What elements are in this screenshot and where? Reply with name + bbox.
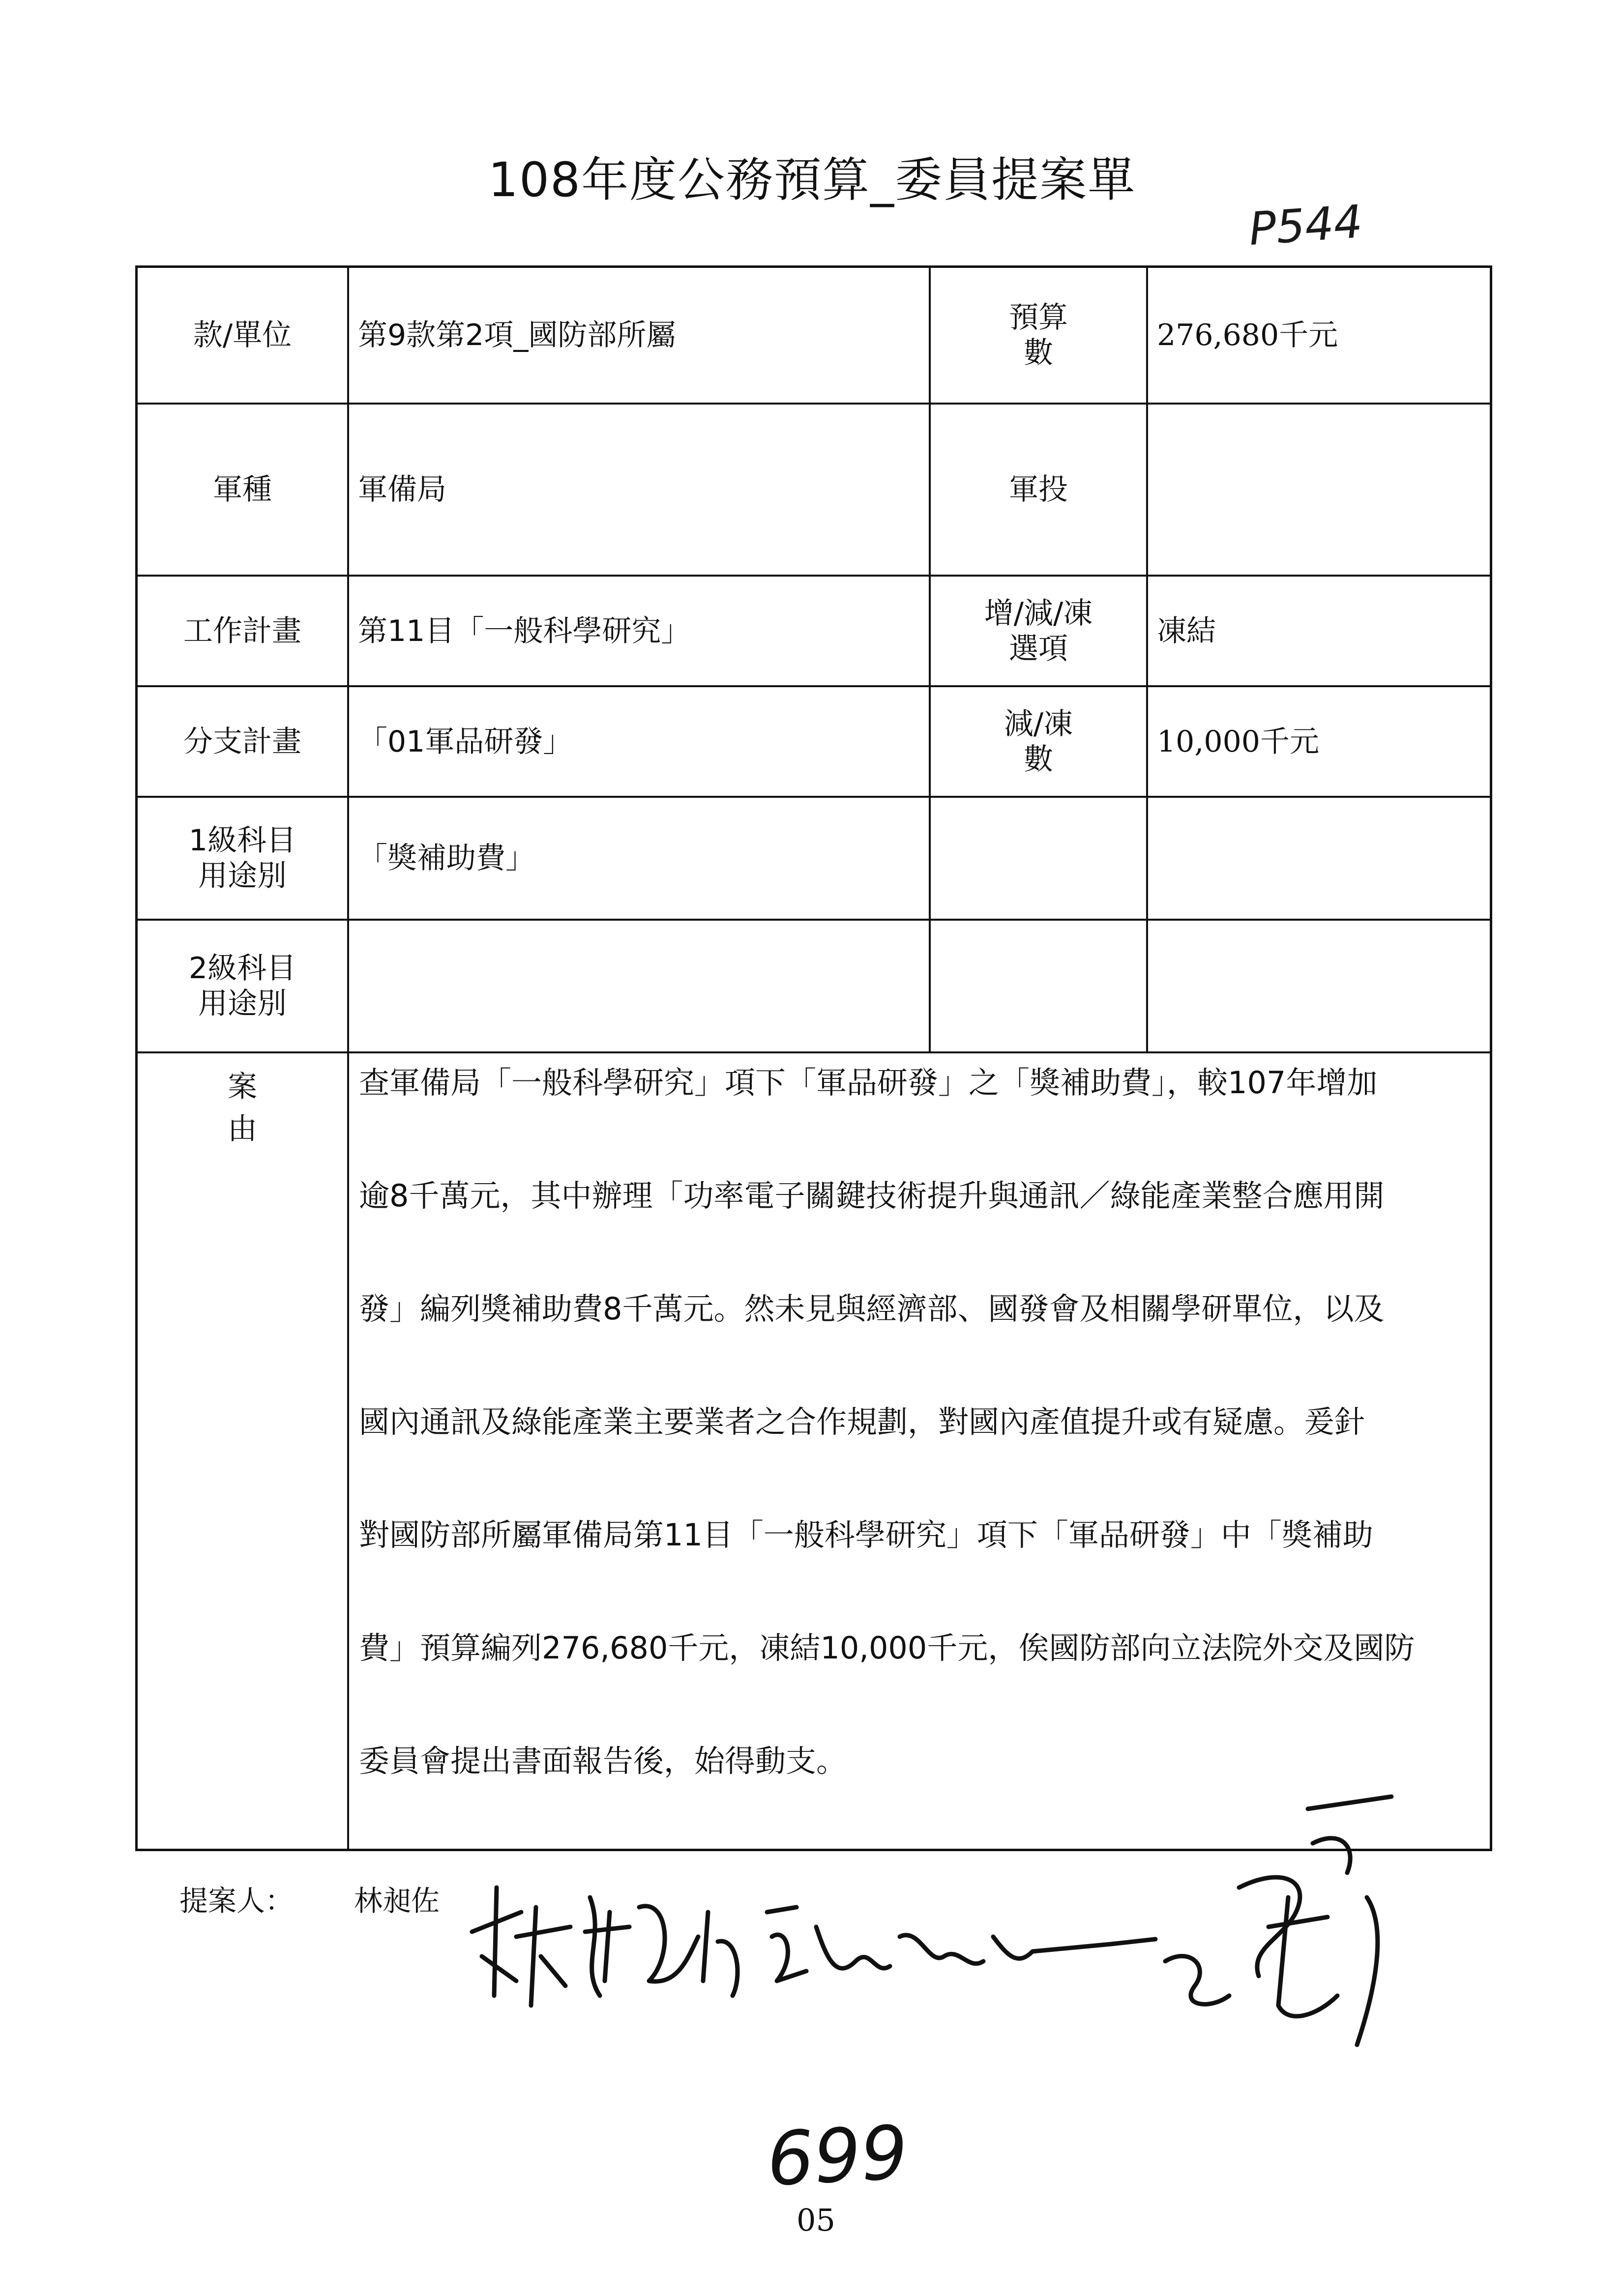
- label-branch-plan: 分支計畫: [138, 687, 349, 796]
- value-level2-extra: [1148, 921, 1495, 1051]
- form-row-reason: [138, 1053, 1490, 1849]
- printed-page-number: 05: [797, 2202, 835, 2238]
- value-branch-plan: 「01軍品研發」: [349, 687, 931, 796]
- value-action-option: 凍結: [1157, 613, 1216, 648]
- label-reduce-freeze-amount: 減/凍 數: [931, 687, 1148, 796]
- form-row-level2-category: [138, 921, 1490, 1053]
- label-reason: 案由: [138, 1053, 349, 1849]
- reason-line: 查軍備局「一般科學研究」項下「軍品研發」之「獎補助費」，較107年增加: [359, 1065, 1378, 1101]
- handwritten-code: P544: [1247, 195, 1364, 256]
- form-row-branch-plan: [138, 687, 1490, 798]
- form-row-service-branch: [138, 405, 1490, 577]
- label-service-branch: 軍種: [138, 405, 349, 575]
- label-work-plan: 工作計畫: [138, 577, 349, 685]
- reason-line: 逾8千萬元，其中辦理「功率電子關鍵技術提升與通訊／綠能產業整合應用開: [359, 1178, 1385, 1214]
- page-title: 108年度公務預算_委員提案單: [488, 152, 1136, 207]
- label-budget-amount: 預算 數: [931, 268, 1148, 403]
- value-level1-category: 「獎補助費」: [349, 798, 931, 919]
- handwritten-page-number: 699: [765, 2110, 910, 2203]
- reason-line: 對國防部所屬軍備局第11目「一般科學研究」項下「軍品研發」中「獎補助: [359, 1517, 1373, 1553]
- value-service-branch: 軍備局: [349, 405, 931, 575]
- proposer-label: 提案人：: [179, 1884, 294, 1918]
- value-level1-extra: [1148, 798, 1495, 919]
- value-level2-category: [349, 921, 931, 1051]
- label-account-unit: 款/單位: [138, 268, 349, 403]
- label-military-investment: 軍投: [931, 405, 1148, 575]
- label-level1-category: 1級科目 用途別: [138, 798, 349, 919]
- reason-line: 國內通訊及綠能產業主要業者之合作規劃，對國內產值提升或有疑慮。爰針: [359, 1404, 1365, 1440]
- proposal-form-table: [135, 265, 1492, 1851]
- label-level2-extra: [931, 921, 1148, 1051]
- label-level1-extra: [931, 798, 1148, 919]
- label-action-option: 增/減/凍 選項: [931, 577, 1148, 685]
- proposer-name: 林昶佐: [354, 1884, 440, 1918]
- value-budget-amount: 276,680千元: [1157, 318, 1338, 352]
- reason-line: 發」編列獎補助費8千萬元。然未見與經濟部、國發會及相關學研單位，以及: [359, 1291, 1385, 1327]
- reason-line: 費」預算編列276,680千元，凍結10,000千元，俟國防部向立法院外交及國防: [359, 1630, 1415, 1666]
- value-work-plan: 第11目「一般科學研究」: [349, 577, 931, 685]
- form-row-work-plan: [138, 577, 1490, 687]
- value-reduce-freeze-amount: 10,000千元: [1157, 724, 1319, 759]
- form-row-account-unit: [138, 268, 1490, 405]
- reason-line: 委員會提出書面報告後，始得動支。: [359, 1743, 847, 1779]
- reason-body: [349, 1053, 1495, 1849]
- handwritten-signatures: [443, 1750, 1475, 2104]
- label-level2-category: 2級科目 用途別: [138, 921, 349, 1051]
- form-row-level1-category: [138, 798, 1490, 921]
- value-military-investment: [1148, 405, 1495, 575]
- value-account-unit: 第9款第2項_國防部所屬: [349, 268, 931, 403]
